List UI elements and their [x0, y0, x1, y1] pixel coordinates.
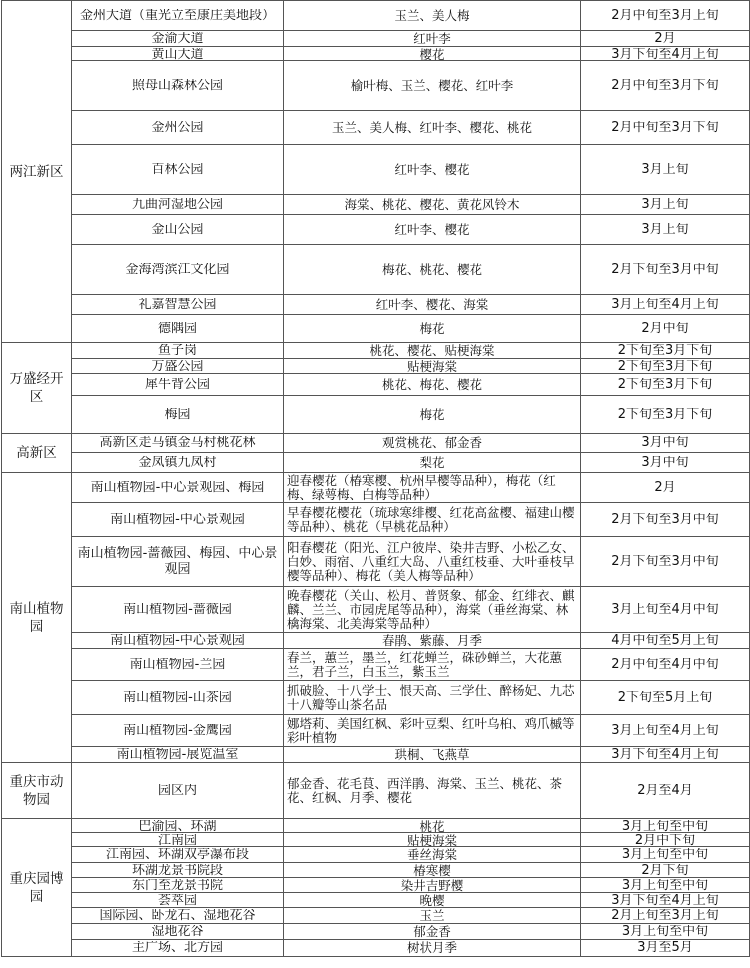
place-cell — [72, 878, 284, 893]
period-cell-text: 2月至4月 — [637, 783, 693, 798]
flowers-cell — [284, 633, 581, 649]
place-cell — [72, 61, 284, 111]
place-cell — [72, 681, 284, 715]
flowers-cell-text: 榆叶梅、玉兰、樱花、红叶李 — [350, 78, 514, 93]
flowers-cell-text: 红叶李、樱花、海棠 — [375, 297, 489, 312]
table-row — [2, 374, 750, 396]
table-row — [2, 473, 750, 503]
flowers-cell-text: 晚春樱花（关山、松月、普贤象、郁金、红绯衣、麒麟、兰兰、市园虎尾等品种），海棠（垂丝海棠、林檎海棠、北美海棠等品种） — [287, 588, 575, 631]
table-row — [2, 1, 750, 31]
table-row — [2, 47, 750, 61]
period-cell — [581, 893, 750, 908]
flowers-cell — [284, 359, 581, 374]
flowers-cell-text: 樱花 — [419, 47, 445, 60]
flower-viewing-table — [1, 0, 750, 957]
table-row — [2, 633, 750, 649]
period-cell — [581, 295, 750, 315]
flowers-cell — [284, 819, 581, 833]
period-cell-text: 3月下旬至4月上旬 — [611, 747, 719, 762]
flowers-cell — [284, 924, 581, 940]
place-cell-text: 南山植物园-蔷薇园、梅园、中心景观园 — [77, 545, 278, 577]
district-cell: 南山植物园 — [2, 473, 72, 763]
place-cell — [72, 195, 284, 215]
place-cell-text: 礼嘉智慧公园 — [138, 297, 217, 312]
place-cell — [72, 473, 284, 503]
place-cell-text: 环湖龙景书院段 — [131, 863, 223, 877]
period-cell — [581, 819, 750, 833]
period-cell — [581, 359, 750, 374]
flowers-cell — [284, 195, 581, 215]
flowers-cell-text: 抓破脸、十八学士、恨天高、三学仕、醉杨妃、九芯十八瓣等山茶名品 — [287, 683, 575, 712]
place-cell — [72, 245, 284, 295]
period-cell-text: 2下旬至5月上旬 — [617, 690, 713, 705]
flowers-cell-text: 垂丝海棠 — [406, 847, 457, 862]
period-cell — [581, 31, 750, 47]
table-row — [2, 763, 750, 819]
table-row — [2, 195, 750, 215]
period-cell-text: 2月下旬至3月中旬 — [611, 554, 719, 569]
place-cell-text: 园区内 — [157, 783, 197, 798]
place-cell-text: 主广场、北方园 — [131, 941, 223, 955]
period-cell — [581, 924, 750, 940]
table-row — [2, 343, 750, 359]
district-cell: 两江新区 — [2, 1, 72, 343]
period-cell-text: 3月中旬 — [641, 436, 689, 450]
period-cell — [581, 503, 750, 537]
period-cell-text: 3月上旬至中旬 — [621, 819, 709, 832]
flowers-cell — [284, 747, 581, 763]
flowers-cell — [284, 1, 581, 31]
period-cell — [581, 434, 750, 453]
flowers-cell-text: 贴梗海棠 — [406, 359, 457, 373]
table-row — [2, 878, 750, 893]
place-cell — [72, 374, 284, 396]
period-cell-text: 2月上旬至3月上旬 — [611, 908, 719, 923]
table-row — [2, 145, 750, 195]
flowers-cell-text: 观赏桃花、郁金香 — [381, 436, 482, 450]
table-row — [2, 453, 750, 473]
period-cell-text: 2下旬至3月下旬 — [617, 343, 713, 358]
period-cell — [581, 681, 750, 715]
place-cell-text: 南山植物园-中心景观园 — [110, 512, 245, 527]
flowers-cell-text: 染井吉野樱 — [400, 878, 464, 892]
place-cell-text: 金海湾滨江文化园 — [125, 262, 230, 277]
place-cell — [72, 1, 284, 31]
flowers-cell — [284, 833, 581, 847]
period-cell-text: 2月中旬至4月中旬 — [611, 657, 719, 672]
flowers-cell — [284, 715, 581, 747]
flowers-cell — [284, 940, 581, 957]
flowers-cell — [284, 863, 581, 878]
flowers-cell — [284, 31, 581, 47]
flowers-cell — [284, 434, 581, 453]
flowers-cell — [284, 847, 581, 863]
place-cell — [72, 847, 284, 863]
period-cell — [581, 537, 750, 587]
place-cell-text: 金州大道（重光立至康庄美地段） — [79, 8, 275, 23]
place-cell — [72, 587, 284, 633]
flowers-cell-text: 贴梗海棠 — [406, 833, 457, 846]
flowers-cell-text: 海棠、桃花、樱花、黄花风铃木 — [344, 197, 520, 212]
period-cell — [581, 649, 750, 681]
district-cell: 重庆园博园 — [2, 819, 72, 957]
flowers-cell-text: 娜塔莉、美国红枫、彩叶豆梨、红叶乌桕、鸡爪槭等彩叶植物 — [287, 716, 575, 745]
period-cell — [581, 908, 750, 924]
flowers-cell-text: 树状月季 — [406, 941, 457, 955]
period-cell — [581, 47, 750, 61]
period-cell — [581, 374, 750, 396]
table-row — [2, 245, 750, 295]
place-cell — [72, 819, 284, 833]
table-row — [2, 833, 750, 847]
table-row — [2, 747, 750, 763]
flowers-cell-text: 桃花、樱花、贴梗海棠 — [369, 343, 495, 358]
place-cell — [72, 763, 284, 819]
period-cell — [581, 878, 750, 893]
flowers-cell-text: 春兰，蕙兰，墨兰，红花蝉兰，硃砂蝉兰，大花蕙兰，君子兰，白玉兰，紫玉兰 — [287, 650, 563, 679]
flowers-cell — [284, 145, 581, 195]
flowers-cell-text: 玉兰、美人梅、红叶李、樱花、桃花 — [331, 120, 532, 135]
place-cell — [72, 359, 284, 374]
period-cell-text: 3月上旬 — [641, 222, 689, 237]
flowers-cell-text: 郁金香 — [413, 924, 451, 939]
place-cell — [72, 924, 284, 940]
period-cell-text: 3月上旬至4月上旬 — [611, 297, 719, 312]
period-cell-text: 3月中旬 — [641, 455, 689, 470]
table-row — [2, 61, 750, 111]
period-cell-text: 2下旬至3月下旬 — [617, 359, 713, 373]
place-cell — [72, 863, 284, 878]
period-cell — [581, 847, 750, 863]
period-cell-text: 2月中下旬 — [634, 833, 696, 846]
flowers-cell-text: 玉兰、美人梅 — [394, 8, 470, 23]
period-cell-text: 3月上旬至4月中旬 — [611, 602, 719, 617]
place-cell-text: 百林公园 — [151, 162, 204, 177]
place-cell-text: 南山植物园-兰园 — [129, 657, 226, 672]
period-cell-text: 4月中旬至5月上旬 — [611, 633, 719, 648]
table-row — [2, 315, 750, 343]
period-cell-text: 3月上旬至4月上旬 — [611, 723, 719, 738]
period-cell — [581, 940, 750, 957]
table-body — [2, 1, 750, 957]
period-cell-text: 3月下旬至4月上旬 — [611, 893, 719, 907]
period-cell-text: 2月 — [654, 480, 676, 495]
flowers-cell — [284, 681, 581, 715]
table-row — [2, 396, 750, 434]
table-row — [2, 893, 750, 908]
period-cell-text: 3月下旬至4月上旬 — [611, 47, 719, 60]
place-cell-text: 犀牛背公园 — [144, 377, 210, 392]
flowers-cell-text: 阳春樱花（阳光、江户彼岸、染井吉野、小松乙女、白妙、雨宿、八重红大岛、八重红枝垂、大叶垂枝早樱等品种）、梅花（美人梅等品种） — [287, 540, 575, 583]
place-cell-text: 鱼子岗 — [157, 343, 197, 358]
period-cell-text: 2月中旬至3月下旬 — [611, 78, 719, 93]
place-cell — [72, 434, 284, 453]
place-cell-text: 金山公园 — [151, 222, 204, 237]
place-cell-text: 巴渝园、环湖 — [138, 819, 217, 832]
period-cell — [581, 245, 750, 295]
period-cell-text: 2月中旬至3月下旬 — [611, 120, 719, 135]
place-cell-text: 湿地花谷 — [151, 924, 204, 939]
flowers-cell-text: 早春樱花樱花（琉球寒绯樱、红花高盆樱、福建山樱等品种）、桃花（早桃花品种） — [287, 505, 575, 534]
period-cell — [581, 863, 750, 878]
flowers-cell-text: 红叶李、樱花 — [394, 162, 470, 177]
place-cell-text: 荟萃园 — [157, 893, 197, 907]
period-cell — [581, 453, 750, 473]
place-cell-text: 南山植物园-金鹰园 — [123, 723, 232, 738]
flowers-cell — [284, 295, 581, 315]
period-cell-text: 2月 — [654, 31, 676, 46]
table-row — [2, 215, 750, 245]
flowers-cell-text: 桃花、梅花、樱花 — [381, 377, 482, 392]
place-cell-text: 金州公园 — [151, 120, 204, 135]
flowers-cell — [284, 61, 581, 111]
place-cell — [72, 215, 284, 245]
period-cell — [581, 715, 750, 747]
table-row — [2, 863, 750, 878]
place-cell — [72, 940, 284, 957]
flowers-cell — [284, 763, 581, 819]
place-cell — [72, 908, 284, 924]
period-cell — [581, 315, 750, 343]
period-cell-text: 3月上旬至中旬 — [621, 847, 709, 862]
period-cell — [581, 215, 750, 245]
table-row — [2, 503, 750, 537]
place-cell — [72, 31, 284, 47]
place-cell — [72, 295, 284, 315]
table-row — [2, 847, 750, 863]
table-row — [2, 649, 750, 681]
place-cell — [72, 537, 284, 587]
period-cell — [581, 195, 750, 215]
period-cell — [581, 396, 750, 434]
place-cell-text: 江南园 — [157, 833, 197, 846]
period-cell-text: 3月上旬 — [641, 197, 689, 212]
flowers-cell-text: 珙桐、飞燕草 — [394, 747, 470, 762]
table-row — [2, 434, 750, 453]
flowers-cell-text: 桃花 — [419, 819, 445, 832]
flowers-cell — [284, 215, 581, 245]
place-cell-text: 高新区走马镇金马村桃花林 — [99, 436, 256, 450]
place-cell — [72, 453, 284, 473]
table-row — [2, 681, 750, 715]
place-cell-text: 黄山大道 — [151, 47, 204, 60]
period-cell — [581, 111, 750, 145]
place-cell-text: 金渝大道 — [151, 31, 204, 46]
place-cell — [72, 145, 284, 195]
place-cell — [72, 649, 284, 681]
flowers-cell-text: 红叶李 — [413, 31, 451, 46]
table-row — [2, 924, 750, 940]
flowers-cell — [284, 374, 581, 396]
flowers-cell — [284, 649, 581, 681]
place-cell — [72, 111, 284, 145]
flowers-cell — [284, 473, 581, 503]
period-cell-text: 3月上旬 — [641, 162, 689, 177]
flowers-cell — [284, 893, 581, 908]
table-row — [2, 908, 750, 924]
place-cell — [72, 315, 284, 343]
place-cell-text: 南山植物园-山茶园 — [123, 690, 232, 705]
district-cell: 重庆市动物园 — [2, 763, 72, 819]
period-cell — [581, 747, 750, 763]
flowers-cell-text: 椿寒樱 — [413, 863, 451, 877]
flowers-cell-text: 春鹃、紫藤、月季 — [381, 633, 482, 648]
place-cell-text: 南山植物园-展览温室 — [116, 747, 239, 762]
flowers-cell — [284, 908, 581, 924]
flowers-cell-text: 玉兰 — [419, 908, 445, 923]
flowers-cell — [284, 878, 581, 893]
flowers-cell — [284, 245, 581, 295]
place-cell-text: 金凤镇九凤村 — [138, 455, 217, 470]
place-cell — [72, 47, 284, 61]
place-cell-text: 东门至龙景书院 — [131, 878, 223, 892]
period-cell — [581, 763, 750, 819]
table-row — [2, 819, 750, 833]
flowers-cell-text: 梅花、桃花、樱花 — [381, 262, 482, 277]
period-cell-text: 2月中旬 — [641, 321, 689, 336]
period-cell-text: 2下旬至3月下旬 — [617, 377, 713, 392]
place-cell-text: 照母山森林公园 — [131, 78, 223, 93]
place-cell-text: 南山植物园-蔷薇园 — [123, 602, 232, 617]
flowers-cell — [284, 315, 581, 343]
place-cell-text: 梅园 — [164, 407, 191, 422]
period-cell-text: 2下旬至3月下旬 — [617, 407, 713, 422]
period-cell — [581, 833, 750, 847]
table-row — [2, 715, 750, 747]
period-cell-text: 2月中旬至3月上旬 — [611, 8, 719, 23]
period-cell-text: 3月至5月 — [637, 941, 693, 955]
place-cell — [72, 503, 284, 537]
place-cell — [72, 833, 284, 847]
flowers-cell-text: 迎春樱花（椿寒樱、杭州早樱等品种），梅花（红梅、绿萼梅、白梅等品种） — [287, 473, 556, 502]
place-cell-text: 南山植物园-中心景观园 — [110, 633, 245, 648]
place-cell-text: 德隅园 — [157, 321, 197, 336]
table-row — [2, 359, 750, 374]
district-cell: 高新区 — [2, 434, 72, 473]
place-cell-text: 九曲河湿地公园 — [131, 197, 223, 212]
place-cell — [72, 747, 284, 763]
flowers-cell — [284, 396, 581, 434]
period-cell — [581, 61, 750, 111]
place-cell — [72, 343, 284, 359]
flowers-cell — [284, 537, 581, 587]
flowers-cell — [284, 453, 581, 473]
flowers-cell — [284, 503, 581, 537]
period-cell-text: 2月下旬 — [641, 863, 689, 877]
period-cell — [581, 587, 750, 633]
period-cell — [581, 1, 750, 31]
period-cell — [581, 145, 750, 195]
place-cell — [72, 715, 284, 747]
flowers-cell-text: 郁金香、花毛茛、西洋鹃、海棠、玉兰、桃花、茶花、红枫、月季、樱花 — [287, 776, 563, 805]
period-cell-text: 2月下旬至3月中旬 — [611, 512, 719, 527]
flowers-cell-text: 梅花 — [419, 407, 445, 422]
flowers-cell-text: 红叶李、樱花 — [394, 222, 470, 237]
period-cell — [581, 633, 750, 649]
period-cell — [581, 343, 750, 359]
table-row — [2, 31, 750, 47]
flowers-cell-text: 晚樱 — [419, 893, 445, 907]
place-cell — [72, 396, 284, 434]
place-cell-text: 国际园、卧龙石、湿地花谷 — [99, 908, 256, 923]
place-cell — [72, 893, 284, 908]
table-row — [2, 587, 750, 633]
flowers-cell-text: 梨花 — [419, 455, 445, 470]
table-row — [2, 295, 750, 315]
place-cell-text: 江南园、环湖双亭瀑布段 — [105, 847, 249, 862]
district-cell: 万盛经开区 — [2, 343, 72, 434]
place-cell — [72, 633, 284, 649]
flowers-cell-text: 梅花 — [419, 321, 445, 336]
table-row — [2, 111, 750, 145]
period-cell — [581, 473, 750, 503]
flowers-cell — [284, 111, 581, 145]
flowers-cell — [284, 343, 581, 359]
period-cell-text: 2月下旬至3月中旬 — [611, 262, 719, 277]
period-cell-text: 3月上旬至中旬 — [621, 924, 709, 939]
place-cell-text: 万盛公园 — [151, 359, 204, 373]
place-cell-text: 南山植物园-中心景观园、梅园 — [90, 480, 265, 495]
flowers-cell — [284, 47, 581, 61]
flowers-cell — [284, 587, 581, 633]
table-row — [2, 537, 750, 587]
period-cell-text: 3月上旬至中旬 — [621, 878, 709, 892]
table-row — [2, 940, 750, 957]
